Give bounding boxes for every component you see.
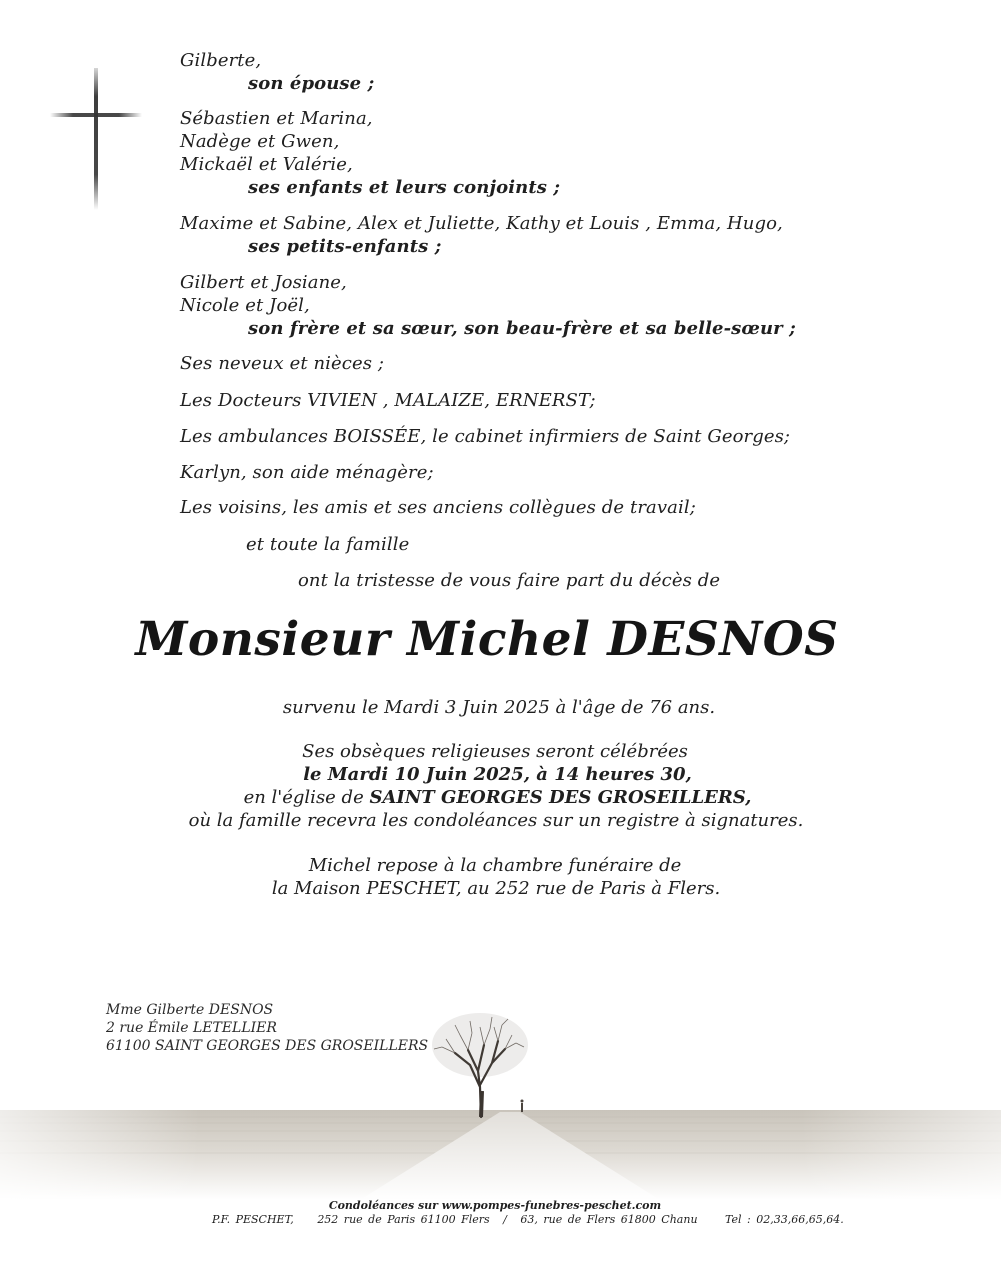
ambulances: Les ambulances BOISSÉE, le cabinet infirmiers de Saint Georges;: [180, 426, 791, 447]
doctors: Les Docteurs VIVIEN , MALAIZE, ERNERST;: [180, 390, 596, 411]
grandchildren-role: ses petits-enfants ;: [248, 236, 442, 257]
condolences-link[interactable]: Condoléances sur www.pompes-funebres-peschet.com: [328, 1199, 662, 1212]
grandchildren: Maxime et Sabine, Alex et Juliette, Kathy et Louis , Emma, Hugo,: [180, 213, 783, 234]
wife-role: son épouse ;: [248, 73, 375, 94]
helper: Karlyn, son aide ménagère;: [180, 462, 434, 483]
address-city: 61100 SAINT GEORGES DES GROSEILLERS: [106, 1038, 429, 1054]
deceased-name: Monsieur Michel DESNOS: [135, 612, 839, 667]
church-name: SAINT GEORGES DES GROSEILLERS,: [369, 787, 752, 808]
wife-name: Gilberte,: [180, 50, 262, 71]
company-address-1: 252 rue de Paris 61100 Flers: [317, 1213, 490, 1226]
address-name: Mme Gilberte DESNOS: [106, 1002, 274, 1018]
sibling-2: Nicole et Joël,: [180, 295, 310, 316]
siblings-role: son frère et sa sœur, son beau-frère et sa belle-sœur ;: [248, 318, 796, 339]
funeral-line-2: le Mardi 10 Juin 2025, à 14 heures 30,: [303, 764, 692, 785]
announcement: ont la tristesse de vous faire part du décès de: [298, 570, 721, 591]
whole-family: et toute la famille: [246, 534, 410, 555]
sibling-1: Gilbert et Josiane,: [180, 272, 347, 293]
footer-separator: /: [503, 1213, 507, 1226]
funeral-line-1: Ses obsèques religieuses seront célébrées: [302, 741, 688, 762]
address-street: 2 rue Émile LETELLIER: [106, 1020, 277, 1036]
rest-line-2: la Maison PESCHET, au 252 rue de Paris à Flers.: [271, 878, 721, 899]
rest-line-1: Michel repose à la chambre funéraire de: [308, 855, 682, 876]
funeral-line-3-prefix: en l'église de: [243, 787, 370, 808]
child-2: Nadège et Gwen,: [180, 131, 340, 152]
cross-icon: [46, 64, 146, 214]
company-address-2: 63, rue de Flers 61800 Chanu: [520, 1213, 698, 1226]
nephews: Ses neveux et nièces ;: [180, 353, 385, 374]
neighbours: Les voisins, les amis et ses anciens collègues de travail;: [180, 497, 696, 518]
company-footer: [212, 1213, 844, 1226]
children-role: ses enfants et leurs conjoints ;: [248, 177, 561, 198]
funeral-line-4: où la famille recevra les condoléances sur un registre à signatures.: [188, 810, 804, 831]
tree-landscape-icon: [0, 1005, 1001, 1200]
company-name: P.F. PESCHET,: [212, 1213, 294, 1226]
child-1: Sébastien et Marina,: [180, 108, 373, 129]
death-line: survenu le Mardi 3 Juin 2025 à l'âge de 76 ans.: [282, 697, 716, 718]
child-3: Mickaël et Valérie,: [180, 154, 353, 175]
company-phone: Tel : 02,33,66,65,64.: [725, 1213, 844, 1226]
funeral-line-3: [0, 787, 995, 808]
